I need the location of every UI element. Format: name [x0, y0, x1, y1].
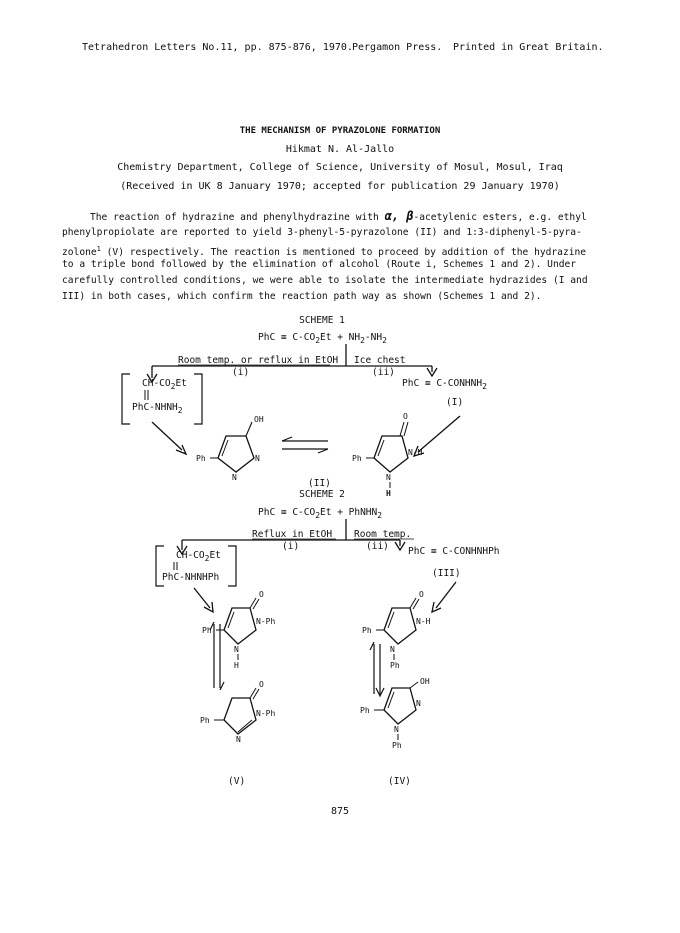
svg-text:Ph: Ph	[392, 741, 402, 750]
scheme-2-left-condition: Reflux in EtOH	[252, 529, 333, 540]
svg-text:OH: OH	[420, 677, 430, 686]
hydroxypyrazole-IV	[360, 677, 430, 750]
body-line-3: zolone$^1$ (V) respectively. The reaction is mentioned to proceed by addition of the hydrazine	[62, 245, 587, 259]
scheme-2-intermediate-line-1: $CH-CO_2Et$	[176, 550, 221, 563]
journal-citation: Tetrahedron Letters No.11, pp. 875-876, 1970.	[82, 42, 353, 53]
scheme-2-intermediate-line-2: PhC-NHNHPh	[162, 572, 220, 583]
product-I-formula: PhC ≡ $C-CONHNH_2$	[402, 378, 487, 391]
body-line-4: to a triple bond followed by the elimination of alcohol (Route i, Schemes 1 and 2). Under	[62, 259, 577, 270]
label-V: (V)	[228, 776, 246, 787]
scheme-2-right-condition: Room temp.	[354, 529, 412, 540]
product-III-formula: PhC ≡ C-CONHNHPh	[408, 546, 500, 557]
alpha-beta-symbol: α, β	[384, 210, 414, 223]
product-I-label: (I)	[446, 397, 464, 408]
scheme-2-route-i: (i)	[282, 541, 300, 552]
svg-text:N: N	[232, 473, 237, 482]
svg-text:N: N	[394, 725, 399, 734]
scheme-1-diagram	[0, 308, 680, 498]
scheme-2-diagram	[0, 484, 680, 794]
scheme-1-title: SCHEME 1	[299, 315, 345, 326]
svg-text:O: O	[419, 590, 424, 599]
svg-text:Ph: Ph	[196, 454, 206, 463]
svg-text:Ph: Ph	[362, 626, 372, 635]
svg-text:N: N	[386, 473, 391, 482]
svg-text:Ph: Ph	[202, 626, 212, 635]
scheme-2-title: SCHEME 2	[299, 489, 345, 500]
printed-in: Printed in Great Britain.	[453, 42, 604, 53]
svg-text:Ph: Ph	[352, 454, 362, 463]
svg-text:N: N	[234, 645, 239, 654]
svg-text:N-H: N-H	[416, 617, 431, 626]
paper-title: THE MECHANISM OF PYRAZOLONE FORMATION	[239, 126, 441, 136]
scheme-2-reactants: PhC ≡ $C-CO_2Et$ + PhNHN$_2$	[258, 507, 383, 520]
received-date: (Received in UK 8 January 1970; accepted for publication 29 January 1970)	[120, 181, 560, 192]
svg-text:N-H: N-H	[408, 448, 423, 457]
scheme-1-intermediate-line-2: PhC-$NHNH_2$	[132, 402, 183, 415]
svg-text:H: H	[234, 661, 239, 670]
svg-text:N: N	[416, 699, 421, 708]
svg-text:H: H	[386, 489, 391, 498]
body-line-1: The reaction of hydrazine and phenylhydrazine with α, β-acetylenic esters, e.g. ethyl	[90, 210, 587, 223]
svg-text:O: O	[403, 412, 408, 421]
publisher: Pergamon Press.	[352, 42, 443, 53]
scheme-1-left-condition: Room temp. or reflux in EtOH	[178, 355, 339, 366]
page-number: 875	[330, 806, 350, 817]
label-IV: (IV)	[388, 776, 411, 787]
svg-text:N-Ph: N-Ph	[256, 709, 276, 718]
scheme-1-route-i: (i)	[232, 367, 250, 378]
scheme-1-intermediate-line-1: $CH-CO_2Et$	[142, 378, 187, 391]
svg-text:Ph: Ph	[360, 706, 370, 715]
svg-text:Ph: Ph	[200, 716, 210, 725]
svg-text:O: O	[259, 680, 264, 689]
scheme-1-right-condition: Ice chest	[354, 355, 406, 366]
scheme-1-hydroxypyrazole	[196, 415, 264, 482]
svg-text:N: N	[236, 735, 241, 744]
svg-text:O: O	[259, 590, 264, 599]
svg-text:N-Ph: N-Ph	[256, 617, 276, 626]
body-line-6: III) in both cases, which confirm the reaction path way as shown (Schemes 1 and 2).	[62, 291, 542, 302]
scheme-2-right-pyrazolone	[362, 590, 431, 670]
svg-text:N: N	[390, 645, 395, 654]
scheme-2-route-ii: (ii)	[366, 541, 389, 552]
svg-text:Ph: Ph	[390, 661, 400, 670]
body-line-5: carefully controlled conditions, we were able to isolate the intermediate hydrazides (I and	[62, 275, 588, 286]
product-III-label: (III)	[432, 568, 461, 579]
affiliation: Chemistry Department, College of Science, University of Mosul, Mosul, Iraq	[117, 162, 563, 173]
scheme-1-route-ii: (ii)	[372, 367, 395, 378]
author: Hikmat N. Al-Jallo	[285, 144, 395, 155]
svg-text:N: N	[255, 454, 260, 463]
svg-text:OH: OH	[254, 415, 264, 424]
pyrazolone-V	[200, 680, 275, 744]
scheme-1-reactants: PhC ≡ $C-CO_2Et + NH_2-NH_2$	[258, 332, 387, 345]
label-II: (II)	[308, 478, 331, 489]
scheme-2-left-pyrazolone	[202, 590, 275, 670]
body-line-2: phenylpropiolate are reported to yield 3-phenyl-5-pyrazolone (II) and 1:3-diphenyl-5-pyra-	[62, 227, 582, 238]
